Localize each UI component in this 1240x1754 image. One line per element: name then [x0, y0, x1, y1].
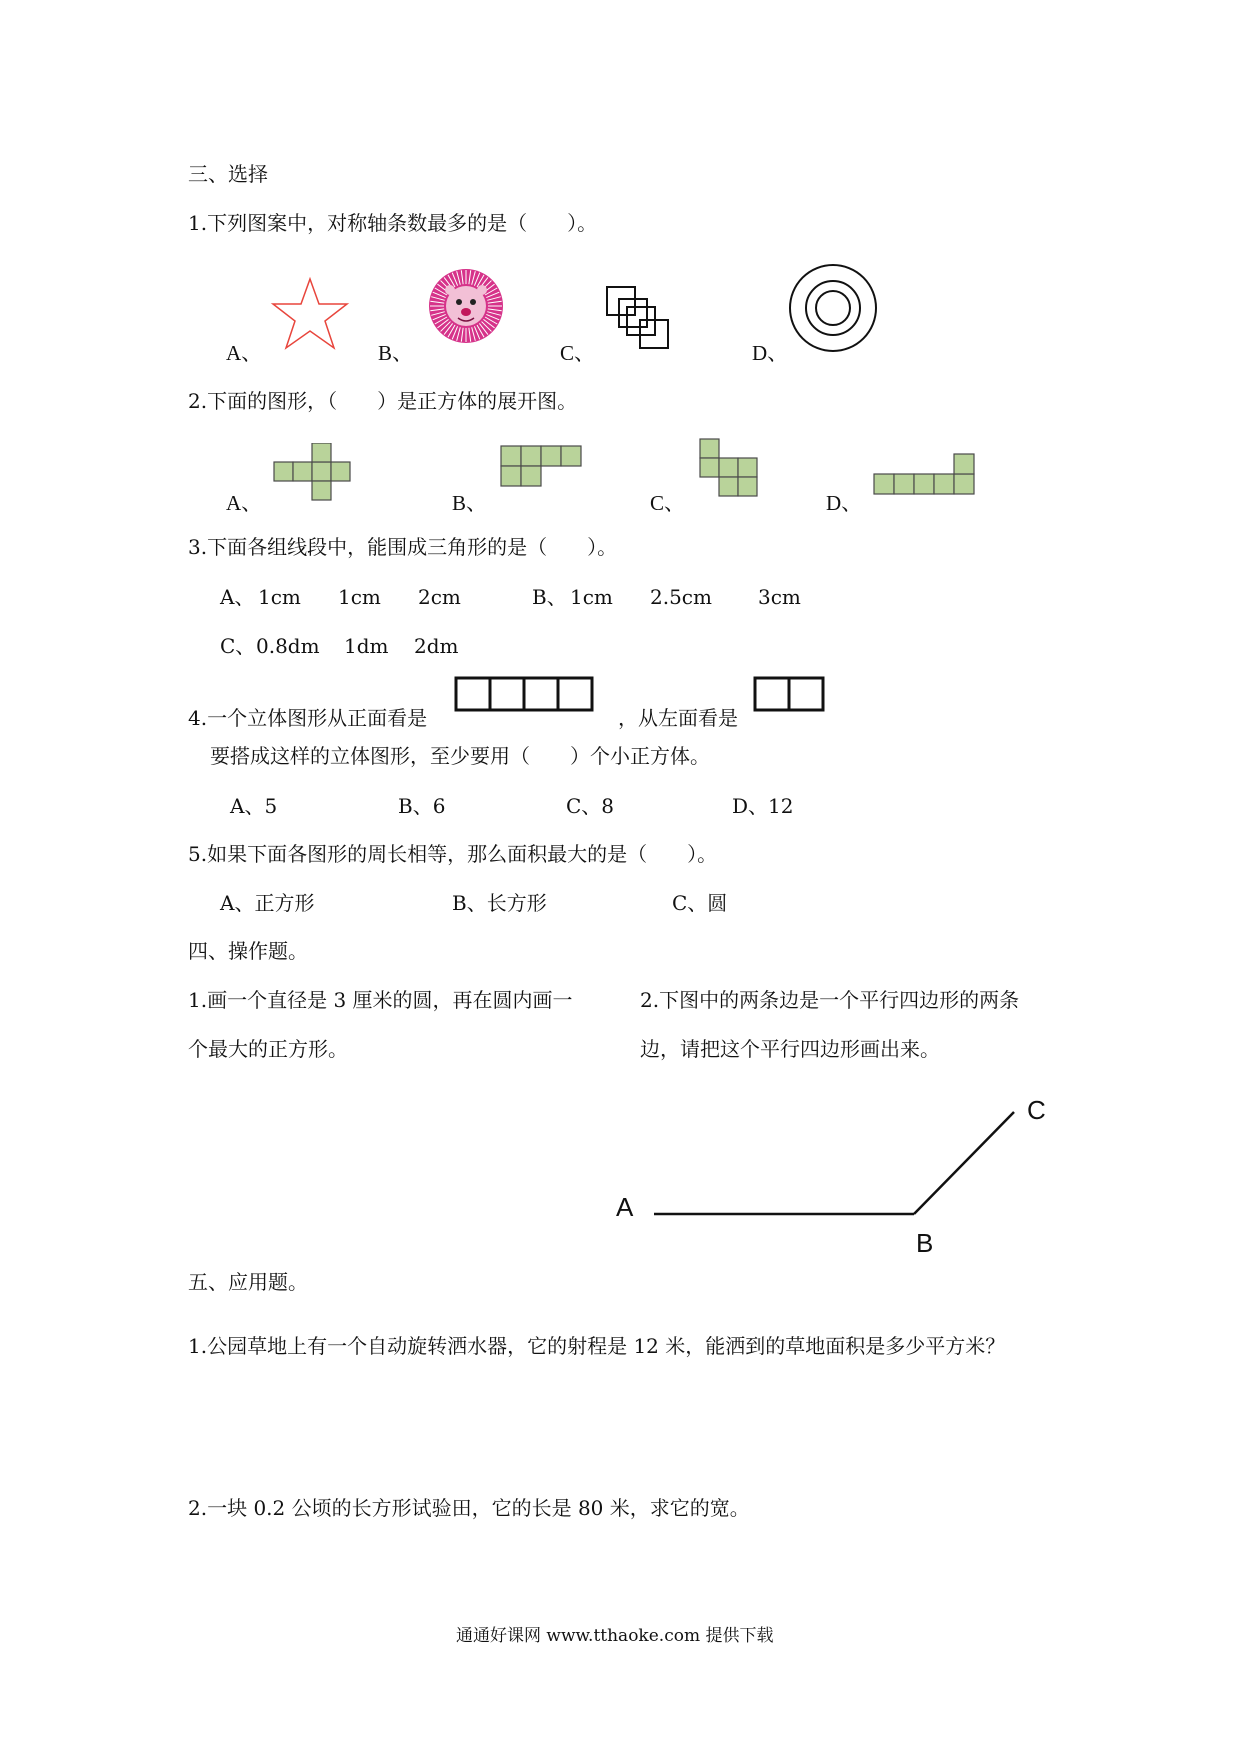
net-cell	[312, 443, 331, 462]
net-cell	[738, 458, 757, 477]
q3-a-v1: 1cm	[258, 585, 301, 609]
net-cell	[738, 477, 757, 496]
cube-net-d	[872, 450, 978, 498]
q4-option-a: A、5	[230, 794, 278, 818]
net-cell	[719, 477, 738, 496]
net-cell	[312, 462, 331, 481]
footer-text: 通通好课网 www.tthaoke.com 提供下载	[456, 1626, 774, 1646]
q5-option-a: A、正方形	[220, 891, 315, 915]
overlapping-squares-icon	[604, 284, 674, 352]
section-4-heading: 四、操作题。	[188, 939, 308, 963]
net-cell	[312, 481, 331, 500]
point-a-label: A	[616, 1192, 634, 1222]
q3-b-v3: 3cm	[758, 585, 801, 609]
lion-face-icon	[428, 268, 504, 344]
view-square	[490, 678, 524, 710]
ops-q1-line1: 1.画一个直径是 3 厘米的圆，再在圆内画一	[188, 988, 573, 1012]
net-cell	[521, 466, 541, 486]
q2-label-c: C、	[650, 491, 686, 515]
q3-c-v1: 0.8dm	[256, 634, 320, 658]
view-square	[558, 678, 592, 710]
view-square	[789, 678, 823, 710]
net-cell	[700, 458, 719, 477]
net-cell	[954, 454, 974, 474]
concentric-circles-icon	[788, 263, 878, 353]
q3-c-v3: 2dm	[414, 634, 459, 658]
q3-b-v2: 2.5cm	[650, 585, 712, 609]
q1-text: 1.下列图案中，对称轴条数最多的是（ ）。	[188, 211, 598, 235]
q5-option-c: C、圆	[672, 891, 728, 915]
parallelogram-sides-figure	[650, 1100, 1040, 1230]
q1-label-d: D、	[752, 341, 789, 365]
q4-option-c: C、8	[566, 794, 615, 818]
app-q1-text: 1.公园草地上有一个自动旋转洒水器，它的射程是 12 米，能洒到的草地面积是多少平方米？	[188, 1334, 1006, 1358]
q4-text-front: 4.一个立体图形从正面看是	[188, 706, 428, 730]
q1-label-a: A、	[226, 341, 263, 365]
view-square	[524, 678, 558, 710]
net-cell	[501, 466, 521, 486]
front-view-figure	[454, 676, 596, 714]
net-cell	[914, 474, 934, 494]
star-icon	[270, 276, 350, 350]
q3-b-v1: 1cm	[570, 585, 613, 609]
q3-text: 3.下面各组线段中，能围成三角形的是（ ）。	[188, 535, 618, 559]
ops-q1-line2: 个最大的正方形。	[188, 1037, 348, 1061]
point-c-label: C	[1027, 1095, 1046, 1125]
q3-a-v3: 2cm	[418, 585, 461, 609]
ops-q2-line1: 2.下图中的两条边是一个平行四边形的两条	[640, 988, 1020, 1012]
net-cell	[274, 462, 293, 481]
section-5-heading: 五、应用题。	[188, 1270, 308, 1294]
q3-b-label: B、	[532, 585, 567, 609]
q3-a-label: A、	[220, 585, 255, 609]
q3-a-v2: 1cm	[338, 585, 381, 609]
cube-net-a	[272, 443, 370, 501]
q1-label-c: C、	[560, 341, 596, 365]
q3-c-v2: 1dm	[344, 634, 389, 658]
q1-label-b: B、	[378, 341, 414, 365]
q4-text-question: 要搭成这样的立体图形，至少要用（ ）个小正方体。	[210, 744, 710, 768]
net-cell	[700, 439, 719, 458]
app-q2-text: 2.一块 0.2 公顷的长方形试验田，它的长是 80 米，求它的宽。	[188, 1496, 750, 1520]
view-square	[456, 678, 490, 710]
q5-option-b: B、长方形	[452, 891, 547, 915]
net-cell	[331, 462, 350, 481]
cube-net-b	[499, 444, 583, 496]
net-cell	[894, 474, 914, 494]
q5-text: 5.如果下面各图形的周长相等，那么面积最大的是（ ）。	[188, 842, 718, 866]
net-cell	[521, 446, 541, 466]
net-cell	[719, 458, 738, 477]
section-3-heading: 三、选择	[188, 162, 268, 186]
net-cell	[561, 446, 581, 466]
net-cell	[874, 474, 894, 494]
q4-option-d: D、12	[732, 794, 794, 818]
net-cell	[293, 462, 312, 481]
q4-text-left: ，从左面看是	[618, 706, 738, 730]
cube-net-c	[698, 437, 760, 499]
q2-label-b: B、	[452, 491, 488, 515]
q2-label-d: D、	[826, 491, 863, 515]
net-cell	[501, 446, 521, 466]
left-view-figure	[753, 676, 825, 714]
net-cell	[541, 446, 561, 466]
q2-label-a: A、	[226, 491, 263, 515]
q3-c-label: C、	[220, 634, 256, 658]
net-cell	[934, 474, 954, 494]
point-b-label: B	[916, 1228, 934, 1258]
net-cell	[954, 474, 974, 494]
q2-text: 2.下面的图形，（ ）是正方体的展开图。	[188, 389, 578, 413]
view-square	[755, 678, 789, 710]
ops-q2-line2: 边，请把这个平行四边形画出来。	[640, 1037, 940, 1061]
q4-option-b: B、6	[398, 794, 446, 818]
